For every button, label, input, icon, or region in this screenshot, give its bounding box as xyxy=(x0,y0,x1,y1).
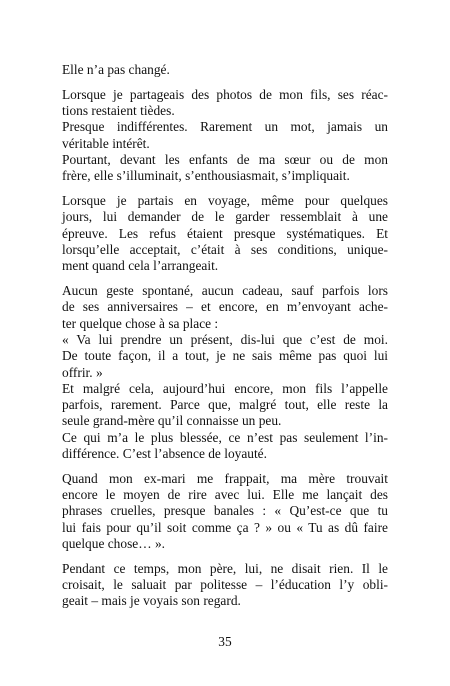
text-line: épreuve. Les refus étaient presque systématiques. Et xyxy=(62,225,388,241)
text-line: De toute façon, il a tout, je ne sais même pas quoi lui xyxy=(62,348,388,364)
page-body xyxy=(62,62,388,618)
text-line: Pourtant, devant les enfants de ma sœur ou de mon xyxy=(62,151,388,167)
text-line: Et malgré cela, aujourd’hui encore, mon fils l’appelle xyxy=(62,380,388,396)
paragraph xyxy=(62,193,388,274)
paragraph xyxy=(62,283,388,462)
paragraph xyxy=(62,62,388,78)
text-line: croisait, le saluait par politesse – l’éducation l’y obli- xyxy=(62,577,388,593)
paragraph xyxy=(62,561,388,610)
text-line: offrir. » xyxy=(62,364,103,380)
text-line: ter quelque chose à sa place : xyxy=(62,315,219,331)
text-line: phrases cruelles, presque banales : « Qu’est-ce que tu xyxy=(62,503,388,519)
text-line: parfois, rarement. Parce que, malgré tout, elle reste la xyxy=(62,397,388,413)
text-line: Ce qui m’a le plus blessée, ce n’est pas seulement l’in- xyxy=(62,429,388,445)
text-line: Quand mon ex-mari me frappait, ma mère trouvait xyxy=(62,470,388,486)
text-line: seule grand-mère qu’il connaisse un peu. xyxy=(62,413,282,429)
text-line: « Va lui prendre un présent, dis-lui que c’est de moi. xyxy=(62,331,388,347)
text-line: Aucun geste spontané, aucun cadeau, sauf parfois lors xyxy=(62,283,388,299)
text-line: Elle n’a pas changé. xyxy=(62,62,170,77)
paragraph xyxy=(62,471,388,552)
text-line: encore le moyen de rire avec lui. Elle me lançait des xyxy=(62,487,388,503)
text-line: ment quand cela l’arrangeait. xyxy=(62,258,219,274)
paragraph xyxy=(62,87,388,185)
text-line: frère, elle s’illuminait, s’enthousiasmait, s’impliquait. xyxy=(62,168,350,184)
text-line: Lorsque je partageais des photos de mon fils, ses réac- xyxy=(62,86,388,102)
text-line: tions restaient tièdes. xyxy=(62,103,175,119)
text-line: jours, lui demander de le garder ressemblait à une xyxy=(62,209,388,225)
text-line: véritable intérêt. xyxy=(62,135,150,151)
text-line: de ses anniversaires – et encore, en m’envoyant ache- xyxy=(62,299,388,315)
text-line: Pendant ce temps, mon père, lui, ne disait rien. Il le xyxy=(62,560,388,576)
page-number: 35 xyxy=(218,634,232,649)
text-line: quelque chose… ». xyxy=(62,536,166,552)
text-line: Presque indifférentes. Rarement un mot, jamais un xyxy=(62,119,388,135)
text-line: différence. C’est l’absence de loyauté. xyxy=(62,446,267,462)
text-line: Lorsque je partais en voyage, même pour quelques xyxy=(62,193,388,209)
text-line: lui fais pour qu’il soit comme ça ? » ou « Tu as dû faire xyxy=(62,519,388,535)
text-line: geait – mais je voyais son regard. xyxy=(62,593,241,609)
text-line: lorsqu’elle acceptait, c’était à ses conditions, unique- xyxy=(62,241,388,257)
